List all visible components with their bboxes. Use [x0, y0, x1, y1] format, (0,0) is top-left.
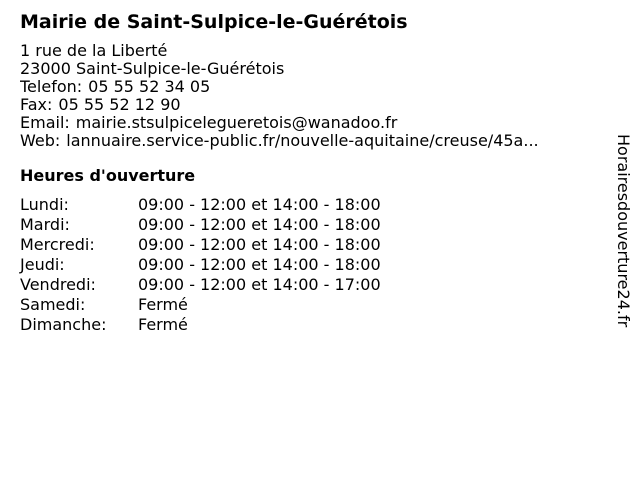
- hours-row-mardi: [20, 215, 600, 235]
- day-hours: 09:00 - 12:00 et 14:00 - 18:00: [138, 215, 381, 234]
- web-line: [20, 132, 600, 150]
- fax-line: [20, 96, 600, 114]
- phone-value[interactable]: 05 55 52 34 05: [88, 78, 211, 96]
- day-label: Dimanche:: [20, 315, 107, 334]
- fax-value: 05 55 52 12 90: [58, 96, 181, 114]
- day-label: Mercredi:: [20, 235, 95, 254]
- hours-heading: Heures d'ouverture: [20, 166, 196, 185]
- email-link[interactable]: mairie.stsulpicelegueretois@wanadoo.fr: [75, 114, 398, 132]
- brand-watermark: Horairesdouverture24.fr: [614, 134, 633, 328]
- fax-label: Fax:: [20, 96, 53, 114]
- hours-row-vendredi: [20, 275, 600, 295]
- phone-label: Telefon:: [20, 78, 83, 96]
- web-label: Web:: [20, 132, 61, 150]
- day-hours: Fermé: [138, 295, 188, 314]
- day-label: Samedi:: [20, 295, 86, 314]
- page-title: Mairie de Saint-Sulpice-le-Guérétois: [20, 11, 408, 33]
- business-card: [20, 10, 600, 335]
- email-label: Email:: [20, 114, 70, 132]
- hours-list: [20, 195, 600, 335]
- hours-row-dimanche: [20, 315, 600, 335]
- address-street: 1 rue de la Liberté: [20, 42, 168, 60]
- hours-row-samedi: [20, 295, 600, 315]
- day-hours: Fermé: [138, 315, 188, 334]
- phone-line: [20, 78, 600, 96]
- day-label: Jeudi:: [20, 255, 65, 274]
- day-hours: 09:00 - 12:00 et 14:00 - 18:00: [138, 235, 381, 254]
- day-label: Mardi:: [20, 215, 70, 234]
- day-label: Lundi:: [20, 195, 69, 214]
- day-hours: 09:00 - 12:00 et 14:00 - 18:00: [138, 255, 381, 274]
- email-line: [20, 114, 600, 132]
- hours-row-lundi: [20, 195, 600, 215]
- address-city: 23000 Saint-Sulpice-le-Guérétois: [20, 60, 285, 78]
- day-hours: 09:00 - 12:00 et 14:00 - 17:00: [138, 275, 381, 294]
- day-hours: 09:00 - 12:00 et 14:00 - 18:00: [138, 195, 381, 214]
- hours-row-mercredi: [20, 235, 600, 255]
- hours-row-jeudi: [20, 255, 600, 275]
- day-label: Vendredi:: [20, 275, 96, 294]
- web-link[interactable]: lannuaire.service-public.fr/nouvelle-aquitaine/creuse/45a...: [66, 132, 539, 150]
